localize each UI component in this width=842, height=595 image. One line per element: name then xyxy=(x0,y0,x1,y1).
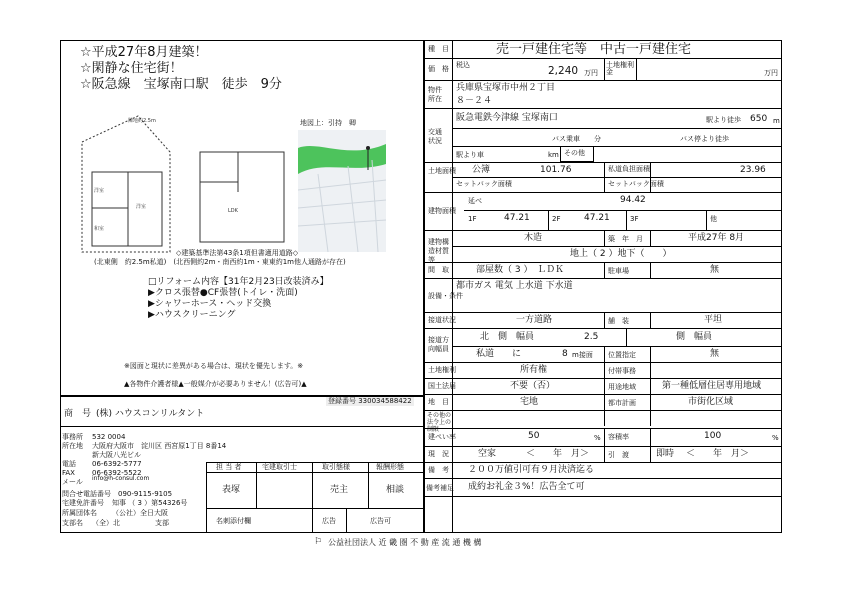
license-label: 宅建免許番号 xyxy=(62,499,104,507)
remarks-label: 備 考 xyxy=(428,466,449,474)
far-label: 容積率 xyxy=(608,433,629,441)
price: 2,240 xyxy=(548,65,579,77)
far-unit: % xyxy=(772,434,779,442)
road-status-label: 舗 装 xyxy=(608,317,629,325)
tel-label: 電話 xyxy=(62,460,76,468)
map-caption: 地図上：引持 卿 xyxy=(300,119,356,127)
company-name: (株) ハウスコンリルタント xyxy=(96,409,205,419)
land-area-type: 公簿 xyxy=(472,165,491,175)
mail: info@h-consul.com xyxy=(92,475,150,482)
contact-label: 問合せ電話番号 xyxy=(62,490,111,498)
reform-item-2: ▶シャワーホース・ヘッド交換 xyxy=(148,299,272,309)
footer-org: 公益社団法人 近 畿 圏 不 動 産 流 通 機 構 xyxy=(328,538,482,547)
ad-label: 広告 xyxy=(322,517,336,525)
bus-walk: バス停より徒歩 xyxy=(680,135,729,143)
zoning: 第一種低層住居専用地域 xyxy=(662,381,762,391)
other-transport: その他 xyxy=(564,149,585,157)
road-dir-label: 接道方向幅員 xyxy=(428,336,449,353)
chimoku: 宅地 xyxy=(520,397,539,407)
svg-text:和室: 和室 xyxy=(94,226,105,232)
notice-1: ※図面と現状に差異がある場合は、現状を優先します。※ xyxy=(124,362,304,370)
branch-label: 所属団体名 xyxy=(62,509,97,517)
headline-line1: ☆平成27年8月建築！ xyxy=(80,45,208,60)
loan-label: 土地権利金 xyxy=(606,61,634,76)
register-number: 登録番号 330034588422 xyxy=(328,397,412,405)
road-status: 平坦 xyxy=(704,315,723,325)
status-label: 現 況 xyxy=(428,450,449,458)
road-label: 接道状況 xyxy=(428,316,456,324)
mail-label: メール xyxy=(62,478,83,486)
other-floor-label: 他 xyxy=(710,215,717,223)
branch: （公社）全日大阪 xyxy=(112,509,168,517)
reform-title: □リフォーム内容【31年2月23日改装済み】 xyxy=(148,277,329,287)
station-from: 駅より車 xyxy=(456,151,484,159)
floor-total: 94.42 xyxy=(620,195,646,205)
road-width-1: 2.5 xyxy=(584,332,599,342)
bcr-unit: % xyxy=(594,434,601,442)
reform-item-1: ▶クロス張替●CF張替(トイレ・洗面) xyxy=(148,288,298,298)
zoning-label: 用途地域 xyxy=(608,383,636,391)
attached-label: 付帯事務 xyxy=(608,367,636,375)
agent-header-2: 宅建取引士 xyxy=(262,463,297,471)
built-label: 築 年 月 xyxy=(608,235,643,243)
location-label: 所在地 xyxy=(62,442,83,450)
walk-unit: m xyxy=(773,117,780,125)
f1-label: 1F xyxy=(468,215,477,223)
road-dir-2: 側 幅員 xyxy=(676,332,713,342)
svg-text:隣地約2.5m: 隣地約2.5m xyxy=(128,118,156,124)
road-contact: 8 xyxy=(562,349,568,359)
company-name-label: 商 号 xyxy=(64,409,92,419)
notice-2: ▲各物件介護者様▲一般媒介が必要ありません！(広告可)▲ xyxy=(124,380,307,388)
layout: 部屋数（ 3 ） ＬＤＫ xyxy=(476,265,564,275)
bcr: 50 xyxy=(528,431,540,441)
city-plan-label: 都市計画 xyxy=(608,399,636,407)
traffic-label: 交通状況 xyxy=(428,128,442,145)
road: 一方道路 xyxy=(516,315,553,325)
svg-text:LDK: LDK xyxy=(228,208,238,214)
status-month: ＜ 年 月＞ xyxy=(526,449,590,459)
facilities-label: 設備・条件 xyxy=(428,292,463,300)
handover: 即時 xyxy=(656,449,675,459)
address-label: 物件所在 xyxy=(428,86,442,103)
land-area: 101.76 xyxy=(540,165,572,175)
branch2-label: 支部名 xyxy=(62,519,83,527)
floor-total-label: 延べ xyxy=(468,197,482,205)
headline-line3: ☆阪急線 宝塚南口駅 徒歩 9分 xyxy=(80,77,282,92)
private-road: 23.96 xyxy=(740,165,766,175)
headline-line2: ☆閑静な住宅街！ xyxy=(80,61,183,76)
facilities: 都市ガス 電気 上水道 下水道 xyxy=(456,281,573,291)
fax: 06-6392-5522 xyxy=(92,469,142,477)
tel: 06-6392-5777 xyxy=(92,460,142,468)
land-right: 所有権 xyxy=(520,365,548,375)
other-limit-label: その他の法令上の制限 xyxy=(427,412,452,433)
address-2: ８－２４ xyxy=(456,96,493,106)
loan-unit: 万円 xyxy=(764,69,778,77)
city-plan: 市街化区域 xyxy=(688,397,734,407)
agent-header-3: 取引態様 xyxy=(322,463,350,471)
agent-fee: 相談 xyxy=(386,485,405,495)
road-private: 私道 に xyxy=(476,349,522,359)
position: 無 xyxy=(710,349,720,359)
road-note-2: (北東側 約2.5m私道) (北西側約2m・南西約1m・東東約1m他人通路が存在) xyxy=(94,258,346,266)
bus-ride: バス乗車 分 xyxy=(552,135,601,143)
chimoku-label: 地 目 xyxy=(428,398,449,406)
road-contact-unit: m接面 xyxy=(572,351,593,359)
agent-type: 売主 xyxy=(330,485,349,495)
layout-label: 間 取 xyxy=(428,266,449,274)
position-label: 位置指定 xyxy=(608,351,636,359)
f2-label: 2F xyxy=(552,215,561,223)
kind: 売一戸建住宅等 中古一戸建住宅 xyxy=(496,42,692,57)
law-label: 国土法届 xyxy=(428,382,456,390)
land-area-label: 土地面積 xyxy=(428,167,456,175)
status: 空家 xyxy=(478,449,497,459)
fax-label: FAX xyxy=(62,469,75,477)
reform-item-3: ▶ハウスクリーニング xyxy=(148,310,236,320)
built: 平成27年 8月 xyxy=(688,233,745,243)
ad-value: 広告可 xyxy=(370,517,391,525)
floors: 地上（ 2 ）地下（ ） xyxy=(570,249,672,259)
address-1: 大阪府大阪市 淀川区 西宮原1丁目 8番14 xyxy=(92,442,227,450)
walk: 650 xyxy=(750,114,768,124)
law: 不要（否） xyxy=(510,381,556,391)
setback-label: セットバック面積 xyxy=(456,180,512,188)
parking-label: 駐車場 xyxy=(608,267,629,275)
floor-plan xyxy=(78,112,288,254)
price-unit: 万円 xyxy=(584,69,598,77)
structure-label: 建物構造材質等 xyxy=(428,238,449,264)
structure: 木造 xyxy=(524,233,543,243)
footer-logo-icon: ⚐ xyxy=(314,537,323,547)
handover-label: 引 渡 xyxy=(608,451,629,459)
remarks2: 成約お礼金３%！広告全て可 xyxy=(468,482,585,492)
kind-label: 種 目 xyxy=(428,45,449,53)
agent-person: 表塚 xyxy=(222,485,241,495)
bcr-label: 建ぺい率 xyxy=(428,433,456,441)
svg-text:洋室: 洋室 xyxy=(94,188,105,194)
card-label: 名刺添付欄 xyxy=(216,517,251,525)
private-road-label: 私道負担面積 xyxy=(608,165,650,173)
branch2: （全）北 支部 xyxy=(92,519,169,527)
building-area-label: 建物面積 xyxy=(428,207,456,215)
remarks: ２００万値引可有９月決済迄る xyxy=(468,465,595,475)
agent-header-4: 報酬形態 xyxy=(376,463,404,471)
postal: 532 0004 xyxy=(92,433,126,441)
setback2-label: セットバック面積 xyxy=(608,180,664,188)
handover-month: ＜ 年 月＞ xyxy=(686,449,750,459)
line-station: 阪急電鉄今津線 宝塚南口 xyxy=(456,113,558,123)
f2: 47.21 xyxy=(584,213,610,223)
contact: 090-9115-9105 xyxy=(118,490,173,498)
road-note-1: ◇建築基準法第43条1項但書適用道路◇ xyxy=(176,249,299,257)
f1: 47.21 xyxy=(504,213,530,223)
parking: 無 xyxy=(710,265,720,275)
price-label: 価 格 xyxy=(428,65,449,73)
office-label: 事務所 xyxy=(62,433,83,441)
road-dir-1: 北 側 幅員 xyxy=(480,332,535,342)
price-sub: 税込 xyxy=(456,61,470,69)
agent-header-1: 担 当 者 xyxy=(216,463,242,471)
far: 100 xyxy=(704,431,722,441)
km-unit: km xyxy=(548,151,559,159)
remarks2-label: 備考補足 xyxy=(426,484,454,492)
location-map xyxy=(298,130,386,252)
address-2: 新大阪八光ビル xyxy=(92,451,141,459)
license: 知事 （ 3 ）第54326号 xyxy=(112,499,188,507)
address-1: 兵庫県宝塚市中州２丁目 xyxy=(456,83,556,93)
f3-label: 3F xyxy=(630,215,639,223)
svg-text:洋室: 洋室 xyxy=(136,204,147,210)
walk-label: 駅より徒歩 xyxy=(706,116,741,124)
land-right-label: 土地権利 xyxy=(428,366,456,374)
